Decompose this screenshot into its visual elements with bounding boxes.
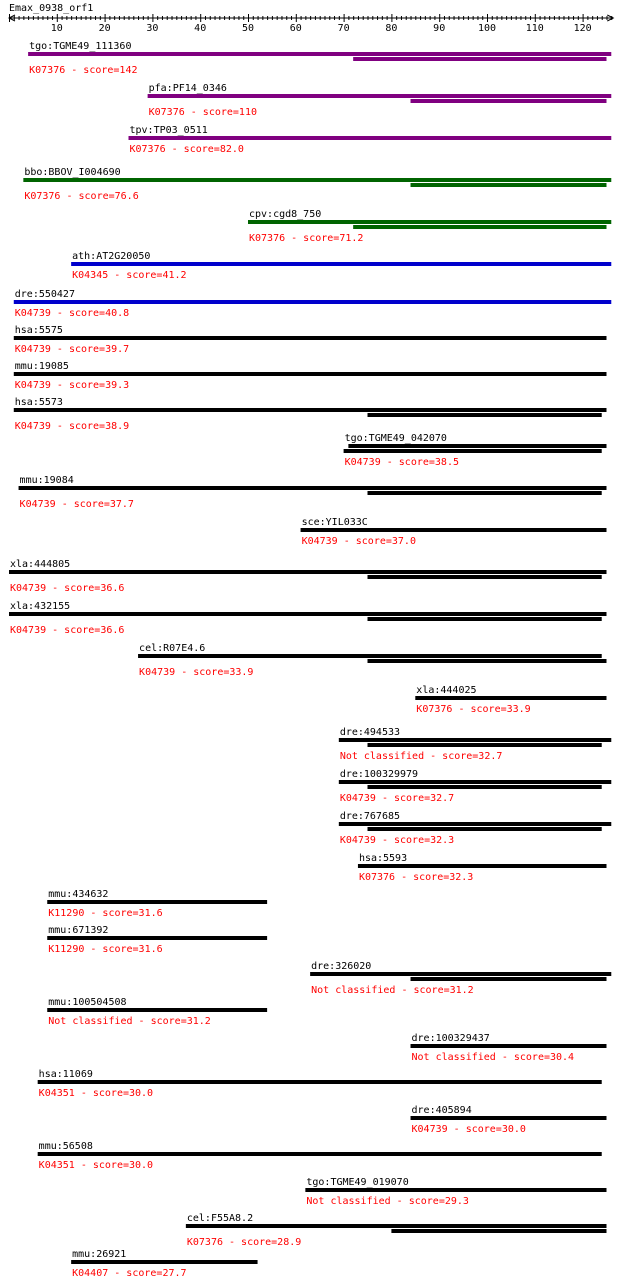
hit-info	[412, 1052, 575, 1063]
hit-score: 39.7	[105, 344, 130, 355]
hit-info	[15, 308, 129, 319]
hit-row[interactable]	[148, 83, 612, 118]
hit-score-sep: - score=	[375, 835, 431, 846]
hit-score-sep: - score=	[60, 191, 115, 202]
hit-bar	[339, 780, 611, 784]
hit-score: 142	[119, 65, 138, 76]
hit-score-sep: - score=	[50, 421, 106, 432]
hit-ko: K04739	[10, 583, 47, 594]
hit-name[interactable]: mmu:19085	[14, 361, 69, 372]
hit-row[interactable]	[14, 397, 607, 432]
ruler-tick-label: 100	[477, 23, 497, 34]
hit-score: 37.7	[109, 499, 134, 510]
hit-info	[15, 344, 129, 355]
hit-bar	[411, 1044, 607, 1048]
hit-score: 31.6	[138, 944, 163, 955]
ruler-tick-label: 70	[337, 23, 350, 34]
hit-row[interactable]	[339, 727, 611, 762]
hit-score-sep: - score=	[55, 499, 110, 510]
hit-name[interactable]: dre:326020	[311, 961, 372, 972]
hit-bar	[310, 972, 611, 976]
hit-ko: K04407	[72, 1268, 109, 1279]
hit-ko: K07376	[416, 704, 453, 715]
hit-score: 36.6	[100, 625, 125, 636]
hit-ko: K04739	[344, 457, 381, 468]
hit-info	[15, 421, 129, 432]
hit-row[interactable]	[38, 1141, 602, 1171]
hit-ko: K07376	[358, 872, 396, 883]
hit-name[interactable]: dre:100329979	[339, 769, 419, 780]
hit-ko: K07376	[29, 65, 66, 76]
hit-score-sep: - score=	[50, 308, 106, 319]
position-ruler	[9, 14, 613, 34]
hit-bar	[305, 1188, 606, 1192]
hit-bar	[47, 1008, 267, 1012]
hit-row[interactable]	[129, 125, 612, 155]
hit-bar	[71, 262, 611, 266]
hit-info	[416, 704, 530, 715]
hit-row[interactable]	[411, 1033, 607, 1063]
hit-ko: K04351	[38, 1160, 75, 1171]
ruler-tick-label: 120	[573, 23, 592, 34]
hit-ko: K04739	[14, 344, 51, 355]
hit-row[interactable]	[310, 961, 611, 996]
hit-row[interactable]	[138, 643, 606, 678]
hit-info	[311, 985, 474, 996]
hit-score-sep: - score=	[395, 872, 450, 883]
hit-row[interactable]	[28, 41, 611, 76]
hit-score: 82.0	[219, 144, 244, 155]
hit-name[interactable]: mmu:26921	[72, 1249, 127, 1260]
hit-name[interactable]: mmu:19084	[19, 475, 74, 486]
hit-name[interactable]: hsa:5575	[14, 325, 63, 336]
hit-ko: K11290	[48, 908, 85, 919]
hit-row[interactable]	[14, 361, 607, 391]
hit-score-sep: - score=	[50, 344, 106, 355]
ruler-tick-label: 20	[98, 23, 111, 34]
hit-name[interactable]: ath:AT2G20050	[72, 251, 151, 262]
hit-score: 38.9	[105, 421, 130, 432]
hit-score-sep: - score=	[132, 1016, 187, 1027]
hit-bar	[28, 52, 611, 56]
hit-bar	[19, 486, 607, 490]
hit-score-sep: - score=	[74, 1160, 129, 1171]
hit-bar	[14, 300, 612, 304]
hit-bar	[14, 408, 607, 412]
hit-row[interactable]	[9, 601, 607, 636]
hit-name[interactable]: dre:767685	[339, 811, 401, 822]
hit-sub-bar	[368, 743, 602, 747]
hit-ko: K07376	[186, 1237, 223, 1248]
hit-score: 40.8	[105, 308, 130, 319]
hit-ko: Not classified	[48, 1016, 133, 1027]
hit-score: 110	[238, 107, 257, 118]
hit-bar	[301, 528, 607, 532]
hit-sub-bar	[353, 225, 606, 229]
hit-bar	[38, 1152, 602, 1156]
hit-row[interactable]	[339, 769, 611, 804]
hit-row[interactable]	[71, 251, 611, 281]
hit-info	[302, 536, 416, 547]
hit-bar	[47, 900, 267, 904]
hit-row[interactable]	[301, 517, 607, 547]
hit-score-sep: - score=	[165, 144, 220, 155]
hit-name[interactable]: tgo:TGME49_042070	[344, 433, 447, 444]
hit-bar	[23, 178, 611, 182]
hit-ko: K04739	[19, 499, 56, 510]
hit-bar	[339, 738, 611, 742]
hit-score-sep: - score=	[285, 233, 340, 244]
hit-ko: K07376	[129, 144, 166, 155]
hit-info	[249, 233, 363, 244]
hit-row[interactable]	[186, 1213, 607, 1248]
hit-info	[10, 625, 124, 636]
hit-sub-bar	[368, 659, 607, 663]
hit-score-sep: - score=	[175, 667, 230, 678]
hit-ko: Not classified	[411, 1052, 496, 1063]
hit-score: 27.7	[162, 1268, 187, 1279]
hit-name[interactable]: mmu:671392	[48, 925, 109, 936]
hit-name[interactable]: xla:444805	[10, 559, 71, 570]
hit-sub-bar	[368, 827, 602, 831]
hit-score-sep: - score=	[46, 625, 101, 636]
hit-score: 31.2	[449, 985, 474, 996]
hit-name[interactable]: dre:494533	[339, 727, 401, 738]
hit-row[interactable]	[411, 1105, 607, 1135]
hit-score-sep: - score=	[395, 985, 450, 996]
hit-name[interactable]: cel:R07E4.6	[139, 643, 206, 654]
hit-name[interactable]: mmu:100504508	[48, 997, 127, 1008]
hit-ko: K04739	[10, 625, 47, 636]
hit-bar	[71, 1260, 257, 1264]
hit-row[interactable]	[344, 433, 607, 468]
hit-info	[15, 380, 129, 391]
hit-list	[9, 41, 611, 1279]
hit-info	[130, 144, 244, 155]
hit-bar	[358, 864, 607, 868]
hit-score: 31.6	[138, 908, 163, 919]
hit-name[interactable]: dre:100329437	[411, 1033, 490, 1044]
hit-score-sep: - score=	[375, 793, 431, 804]
ruler-tick-label: 10	[50, 23, 63, 34]
hit-name[interactable]: mmu:56508	[38, 1141, 93, 1152]
hit-info	[48, 908, 162, 919]
hit-score-sep: - score=	[65, 65, 120, 76]
ruler-tick-label: 90	[433, 23, 446, 34]
hit-score-sep: - score=	[447, 1124, 502, 1135]
hit-score-sep: - score=	[46, 583, 101, 594]
hit-name[interactable]: hsa:5593	[358, 853, 408, 864]
hit-row[interactable]	[415, 685, 606, 715]
hit-score-sep: - score=	[337, 536, 392, 547]
hit-score: 32.3	[430, 835, 455, 846]
hit-ko: Not classified	[311, 985, 396, 996]
hit-name[interactable]: tpv:TP03_0511	[129, 125, 208, 136]
hit-name[interactable]: tgo:TGME49_111360	[29, 41, 132, 52]
hit-row[interactable]	[9, 559, 607, 594]
hit-bar	[14, 372, 607, 376]
hit-info	[10, 583, 124, 594]
hit-ko: Not classified	[306, 1196, 391, 1207]
hit-info	[72, 270, 186, 281]
hit-bar	[415, 696, 606, 700]
hit-score-sep: - score=	[452, 704, 507, 715]
hit-info	[24, 191, 138, 202]
hit-info	[72, 1268, 186, 1279]
hit-bar	[148, 94, 612, 98]
hit-bar	[248, 220, 611, 224]
ruler-tick-label: 110	[525, 23, 544, 34]
hit-score: 32.7	[430, 793, 455, 804]
hit-name[interactable]: pfa:PF14_0346	[148, 83, 227, 94]
hit-ko: K04345	[72, 270, 109, 281]
hit-ko: K04739	[339, 835, 376, 846]
hit-score-sep: - score=	[495, 1052, 551, 1063]
hit-row[interactable]	[14, 289, 612, 319]
ruler-tick-label: 80	[385, 23, 398, 34]
hit-name[interactable]: bbo:BBOV_I004690	[24, 167, 121, 178]
hit-info	[340, 835, 454, 846]
hit-sub-bar	[368, 575, 602, 579]
hit-row[interactable]	[71, 1249, 257, 1279]
hit-ko: K04739	[14, 380, 51, 391]
hit-row[interactable]	[305, 1177, 606, 1207]
hit-bar	[348, 444, 606, 448]
hit-sub-bar	[353, 57, 606, 61]
hit-ko: K07376	[24, 191, 61, 202]
hit-info	[187, 1237, 301, 1248]
hit-score: 30.0	[128, 1160, 154, 1171]
hit-ko: K07376	[249, 233, 286, 244]
hit-bar	[411, 1116, 607, 1120]
hit-info	[48, 944, 162, 955]
hit-name[interactable]: tgo:TGME49_019070	[306, 1177, 409, 1188]
hit-score: 30.0	[501, 1124, 526, 1135]
ruler-tick-label: 40	[194, 23, 207, 34]
hit-sub-bar	[391, 1229, 606, 1233]
hit-sub-bar	[411, 99, 607, 103]
hit-row[interactable]	[47, 997, 267, 1027]
hit-sub-bar	[411, 977, 607, 981]
hit-bar	[14, 336, 607, 340]
hit-score-sep: - score=	[108, 270, 163, 281]
hit-name[interactable]: hsa:11069	[38, 1069, 93, 1080]
hit-info	[149, 107, 257, 118]
hit-ko: K04739	[14, 308, 51, 319]
hit-ko: K04351	[38, 1088, 75, 1099]
hit-score: 30.4	[550, 1052, 575, 1063]
hit-info	[20, 499, 134, 510]
hit-ko: Not classified	[339, 751, 425, 762]
hit-score: 28.9	[277, 1237, 302, 1248]
hit-name[interactable]: cpv:cgd8_750	[249, 209, 322, 220]
hit-score-sep: - score=	[50, 380, 106, 391]
hit-sub-bar	[368, 785, 602, 789]
hit-row[interactable]	[47, 889, 267, 919]
hit-ko: K07376	[148, 107, 185, 118]
ruler-tick-label: 50	[241, 23, 255, 34]
hit-score-sep: - score=	[424, 751, 479, 762]
hit-name[interactable]: xla:432155	[10, 601, 71, 612]
hit-info	[29, 65, 137, 76]
ruler-tick-label: 60	[289, 23, 302, 34]
hit-score: 37.0	[391, 536, 416, 547]
hit-row[interactable]	[248, 209, 611, 244]
hit-score: 31.2	[186, 1016, 211, 1027]
hit-info	[306, 1196, 469, 1207]
hit-row[interactable]	[358, 853, 607, 883]
hit-ko: K04739	[14, 421, 51, 432]
hit-name[interactable]: cel:F55A8.2	[186, 1213, 254, 1224]
hit-info	[359, 872, 473, 883]
hit-row[interactable]	[339, 811, 611, 846]
hit-bar	[38, 1080, 602, 1084]
hit-info	[345, 457, 459, 468]
hit-score: 30.0	[128, 1088, 154, 1099]
hit-score-sep: - score=	[184, 107, 239, 118]
hit-ko: K04739	[301, 536, 338, 547]
hit-bar	[186, 1224, 607, 1228]
hit-info	[139, 667, 253, 678]
query-title: Emax_0938_orf1	[9, 3, 94, 14]
hit-name[interactable]: mmu:434632	[48, 889, 109, 900]
hit-score-sep: - score=	[108, 1268, 163, 1279]
hit-sub-bar	[368, 617, 602, 621]
hit-info	[39, 1088, 153, 1099]
hit-score: 41.2	[162, 270, 187, 281]
hit-name[interactable]: hsa:5573	[14, 397, 63, 408]
hit-row[interactable]	[23, 167, 611, 202]
hit-score-sep: - score=	[84, 908, 139, 919]
hit-sub-bar	[411, 183, 607, 187]
hit-info	[340, 793, 454, 804]
hit-ko: K11290	[48, 944, 85, 955]
hit-info	[340, 751, 503, 762]
hit-score: 36.6	[100, 583, 125, 594]
hit-ko: K04739	[339, 793, 376, 804]
hit-score: 39.3	[105, 380, 130, 391]
hit-row[interactable]	[14, 325, 607, 355]
hit-score: 32.3	[449, 872, 474, 883]
hit-row[interactable]	[38, 1069, 602, 1099]
hit-name[interactable]: dre:405894	[411, 1105, 472, 1116]
hit-score: 71.2	[339, 233, 364, 244]
hit-score: 32.7	[478, 751, 503, 762]
hit-score-sep: - score=	[380, 457, 435, 468]
hit-score: 33.9	[229, 667, 254, 678]
hit-ko: K04739	[139, 667, 176, 678]
hit-info	[39, 1160, 153, 1171]
hit-bar	[138, 654, 602, 658]
hit-bar	[9, 612, 607, 616]
hit-score: 76.6	[114, 191, 139, 202]
hit-score-sep: - score=	[84, 944, 139, 955]
hit-score: 38.5	[434, 457, 460, 468]
hit-sub-bar	[344, 449, 602, 453]
hit-bar	[47, 936, 267, 940]
hit-score-sep: - score=	[222, 1237, 278, 1248]
hit-score-sep: - score=	[390, 1196, 445, 1207]
hit-row[interactable]	[19, 475, 607, 510]
hit-bar	[339, 822, 611, 826]
hit-info	[412, 1124, 526, 1135]
ruler-tick-label: 30	[146, 23, 159, 34]
hit-name[interactable]: xla:444025	[416, 685, 477, 696]
hit-name[interactable]: sce:YIL033C	[301, 517, 368, 528]
hit-sub-bar	[368, 413, 602, 417]
hit-bar	[9, 570, 607, 574]
hit-row[interactable]	[47, 925, 267, 955]
hit-name[interactable]: dre:550427	[14, 289, 75, 300]
hit-info	[48, 1016, 211, 1027]
hit-bar	[129, 136, 612, 140]
hit-score-sep: - score=	[74, 1088, 129, 1099]
hit-ko: K04739	[411, 1124, 448, 1135]
hit-score: 29.3	[444, 1196, 469, 1207]
hit-sub-bar	[368, 491, 602, 495]
hit-score: 33.9	[506, 704, 531, 715]
